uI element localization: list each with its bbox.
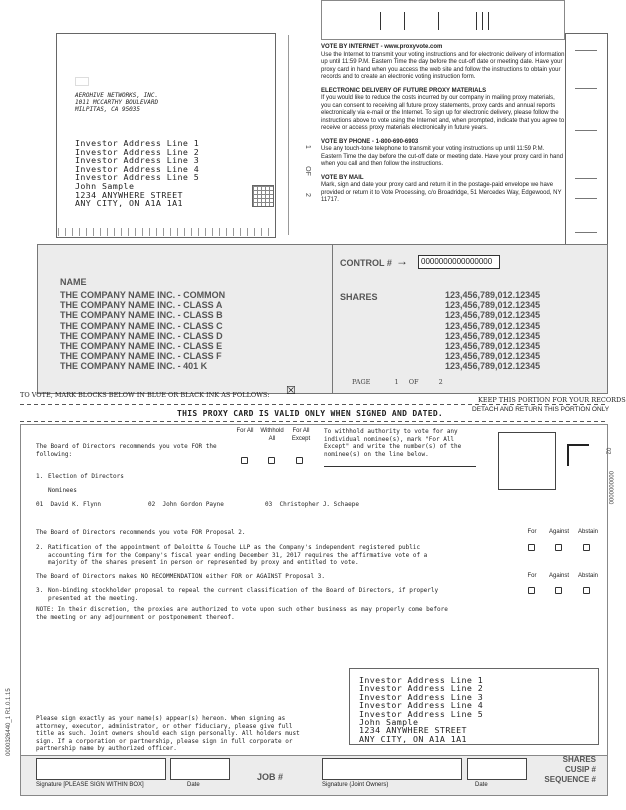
p2-for-checkbox[interactable] xyxy=(528,544,535,551)
company-row-name: THE COMPANY NAME INC. - 401 K xyxy=(60,361,208,372)
investor-address-line: Investor Address Line 3 xyxy=(75,155,200,166)
job-label: JOB # xyxy=(257,772,284,782)
page-count-two: 2 xyxy=(304,193,311,197)
shares-cusip-sequence xyxy=(532,755,596,785)
edelivery-body: If you would like to reduce the costs incurred by our company in mailing proxy materials, you can consent to receiving all future proxy statements, proxy cards and annual reports electronically via e-mail or the Internet. To sign up for electronic delivery, please follow the instructions above to vote using the Internet and, when prompted, indicate that you agree to receive or access proxy materials electronically in future years. xyxy=(321,95,565,131)
shares-row-value: 123,456,789,012.12345 xyxy=(445,310,541,321)
item3-number: 3. xyxy=(36,587,44,594)
page-total: 2 xyxy=(438,378,443,386)
nominee-num: 02 xyxy=(148,501,156,508)
return-investor-address xyxy=(359,676,483,743)
voting-instructions xyxy=(321,44,565,205)
page-num: 1 xyxy=(394,378,399,386)
control-arrow-icon: → xyxy=(396,254,408,268)
nominee-name: Christopher J. Schaepe xyxy=(279,501,359,508)
date-label: Date xyxy=(187,782,200,788)
edge-tab xyxy=(565,33,608,245)
vote-internet-body: Use the Internet to transmit your voting instructions and for electronic delivery of information up until 11:59 P.M. Eastern Time the day before the cut-off date or meeting date. Have your proxy card in hand when you access the web site and follow the instructions to obtain your records and to create an electronic voting instruction form. xyxy=(321,51,565,80)
side-code: 0000326440_1 R1.0.1.15 xyxy=(6,688,12,756)
postal-barcode xyxy=(380,12,500,30)
nominee-01 xyxy=(36,501,101,509)
item2-number: 2. xyxy=(36,544,44,551)
p2-against-checkbox[interactable] xyxy=(555,544,562,551)
company-row-name: THE COMPANY NAME INC. - CLASS C xyxy=(60,320,223,331)
vote-mail-body: Mark, sign and date your proxy card and return it in the postage-paid envelope we have provided or return it to Vote Processing, c/o Broadridge, 51 Mercedes Way, Edgewood, NY 11717. xyxy=(321,182,562,203)
footer-shares-label: SHARES xyxy=(562,755,596,764)
footer-sequence-label: SEQUENCE # xyxy=(544,775,596,784)
investor-address-line: Investor Address Line 2 xyxy=(359,683,484,694)
shares-row-value: 123,456,789,012.12345 xyxy=(445,361,541,372)
investor-name: John Sample xyxy=(75,180,135,191)
withhold-write-line xyxy=(324,466,476,467)
nominee-name: David K. Flynn xyxy=(50,501,102,508)
address-window-bar xyxy=(75,77,89,86)
vote-mail-title: VOTE BY MAIL xyxy=(321,174,364,181)
nominee-num: 03 xyxy=(265,501,273,508)
shares-row-value: 123,456,789,012.12345 xyxy=(445,290,541,300)
shares-panel-divider xyxy=(332,244,333,394)
investor-address-line: Investor Address Line 1 xyxy=(75,138,200,148)
vote-phone-body: Use any touch-tone telephone to transmit your voting instructions up until 11:59 P.M. Eastern Time the day before the cut-off date or meeting date. Have your proxy card in hand when you call and then follow the instructions. xyxy=(321,146,564,167)
signature-scan-box xyxy=(498,432,556,490)
page-count-of: OF xyxy=(304,166,311,176)
joint-date-box[interactable] xyxy=(467,758,527,780)
keep-portion-text: KEEP THIS PORTION FOR YOUR RECORDS xyxy=(478,396,626,404)
p3-abstain-checkbox[interactable] xyxy=(583,587,590,594)
p3-against-checkbox[interactable] xyxy=(555,587,562,594)
investor-address-line: Investor Address Line 2 xyxy=(75,146,200,157)
nominee-02 xyxy=(148,501,224,509)
mark-instructions: TO VOTE, MARK BLOCKS BELOW IN BLUE OR BLACK INK AS FOLLOWS: xyxy=(20,391,270,399)
board-rec-directors: The Board of Directors recommends you vote FOR the following: xyxy=(36,443,217,458)
col-for-all-except: For All Except xyxy=(291,428,311,442)
sign-instructions: Please sign exactly as your name(s) appear(s) hereon. When signing as attorney, executor, administrator, or other fiduciary, please give full title as such. Joint owners should each sign personally. All holders must sign. If a corporation or partnership, please sign in full corporate or partnership name by authorized officer. xyxy=(36,715,300,752)
name-header: NAME xyxy=(60,277,87,287)
shares-row-value: 123,456,789,012.12345 xyxy=(445,330,541,341)
item1-label: Election of Directors xyxy=(48,473,124,480)
ballot-top-rule xyxy=(20,421,608,422)
signature-box[interactable] xyxy=(36,758,166,780)
nominee-num: 01 xyxy=(36,501,44,508)
page-of: OF xyxy=(408,378,419,386)
company-row-name: THE COMPANY NAME INC. - CLASS D xyxy=(60,330,223,341)
item1-number: 1. xyxy=(36,473,44,480)
mark-symbol-icon: ☒ xyxy=(286,385,296,397)
return-address-line3: MILPITAS, CA 95035 xyxy=(75,106,141,113)
page-indicator xyxy=(352,378,443,386)
col-for: For xyxy=(527,573,537,579)
p2-abstain-checkbox[interactable] xyxy=(583,544,590,551)
company-row-name: THE COMPANY NAME INC. - CLASS E xyxy=(60,341,223,352)
shares-row-value: 123,456,789,012.12345 xyxy=(445,320,541,331)
for-all-except-checkbox[interactable] xyxy=(296,457,303,464)
shares-row-value: 123,456,789,012.12345 xyxy=(445,341,541,352)
shares-row-value: 123,456,789,012.12345 xyxy=(445,300,541,311)
company-row-name: THE COMPANY NAME INC. - COMMON xyxy=(60,290,226,300)
investor-address-line: Investor Address Line 1 xyxy=(359,675,484,685)
signature-label: Signature [PLEASE SIGN WITHIN BOX] xyxy=(36,782,144,788)
investor-name: John Sample xyxy=(359,717,419,728)
control-label: CONTROL # xyxy=(340,258,392,268)
shares-label: SHARES xyxy=(340,292,378,302)
investor-street: 1234 ANYWHERE STREET xyxy=(75,189,183,200)
col-for-all: For All xyxy=(236,428,254,434)
joint-signature-box[interactable] xyxy=(322,758,462,780)
joint-date-label: Date xyxy=(475,782,488,788)
company-row-name: THE COMPANY NAME INC. - CLASS B xyxy=(60,310,223,321)
side-right-number: 02 xyxy=(604,447,611,455)
ruler-ticks xyxy=(58,228,274,236)
control-number-box: 0000000000000000 xyxy=(418,255,500,269)
corner-mark-icon xyxy=(567,444,589,466)
page-count-one: 1 xyxy=(304,145,311,149)
vote-phone-title: VOTE BY PHONE - 1-800-690-6903 xyxy=(321,138,419,145)
nominee-name: John Gordon Payne xyxy=(162,501,224,508)
col-abstain: Abstain xyxy=(577,573,598,579)
company-row-name: THE COMPANY NAME INC. - CLASS A xyxy=(60,300,223,311)
col-abstain: Abstain xyxy=(577,529,598,535)
return-address-line2: 1011 MCCARTHY BOULEVARD xyxy=(75,99,159,106)
investor-city: ANY CITY, ON A1A 1A1 xyxy=(75,198,183,209)
investor-city: ANY CITY, ON A1A 1A1 xyxy=(359,733,467,744)
footer-cusip-label: CUSIP # xyxy=(565,765,596,774)
date-box[interactable] xyxy=(170,758,230,780)
page-label: PAGE xyxy=(352,378,371,386)
company-row-name: THE COMPANY NAME INC. - CLASS F xyxy=(60,351,222,362)
discretion-note: NOTE: In their discretion, the proxies are authorized to vote upon such other business as may properly come before the meeting or any adjournment or postponement thereof. xyxy=(36,606,448,621)
investor-address-block xyxy=(75,139,199,208)
cut-line xyxy=(20,404,608,405)
shares-value-list xyxy=(445,290,540,372)
company-name-list xyxy=(60,290,225,372)
item2-text: Ratification of the appointment of Deloitte & Touche LLP as the Company's independent registered public accounting firm for the Company's fiscal year ending December 31, 2017 requires the affirmative vote of a majority of the shares present in person or represented by proxy and entitled to vote. xyxy=(48,544,428,566)
investor-street: 1234 ANYWHERE STREET xyxy=(359,725,467,736)
investor-address-line: Investor Address Line 3 xyxy=(359,691,484,702)
return-address-line1: AEROHIVE NETWORKS, INC. xyxy=(75,92,159,99)
valid-notice: THIS PROXY CARD IS VALID ONLY WHEN SIGNED AND DATED. xyxy=(177,409,444,418)
shares-row-value: 123,456,789,012.12345 xyxy=(445,351,541,362)
side-right-code: 0000000000 xyxy=(607,471,613,505)
p3-for-checkbox[interactable] xyxy=(528,587,535,594)
withhold-all-checkbox[interactable] xyxy=(268,457,275,464)
page-count-mark xyxy=(302,135,312,207)
edelivery-title: ELECTRONIC DELIVERY OF FUTURE PROXY MATERIALS xyxy=(321,87,487,94)
fold-mark xyxy=(288,35,289,235)
investor-address-line: Investor Address Line 5 xyxy=(75,172,200,183)
nominee-03 xyxy=(265,501,359,509)
investor-address-line: Investor Address Line 5 xyxy=(359,708,484,719)
nominees-label: Nominees xyxy=(48,487,77,494)
return-address xyxy=(75,92,158,113)
item3-text: Non-binding stockholder proposal to repeal the current classification of the Board of Directors, if properly presented at the meeting. xyxy=(48,587,439,602)
barcode-grid-icon xyxy=(252,185,274,207)
col-against: Against xyxy=(548,573,569,579)
investor-address-line: Investor Address Line 4 xyxy=(75,163,200,174)
board-rec-p2: The Board of Directors recommends you vote FOR Proposal 2. xyxy=(36,529,246,536)
detach-portion-text: DETACH AND RETURN THIS PORTION ONLY xyxy=(472,406,610,413)
col-for: For xyxy=(527,529,537,535)
col-withhold-all: Withhold All xyxy=(260,428,284,442)
withhold-note: To withhold authority to vote for any individual nominee(s), mark "For All Except" and write the number(s) of the nominee(s) on the line below. xyxy=(324,428,462,458)
investor-address-line: Investor Address Line 4 xyxy=(359,700,484,711)
board-rec-p3: The Board of Directors makes NO RECOMMENDATION either FOR or AGAINST Proposal 3. xyxy=(36,573,325,580)
for-all-checkbox[interactable] xyxy=(241,457,248,464)
vote-internet-title: VOTE BY INTERNET - www.proxyvote.com xyxy=(321,44,443,50)
col-against: Against xyxy=(548,529,569,535)
joint-signature-label: Signature (Joint Owners) xyxy=(322,782,389,788)
